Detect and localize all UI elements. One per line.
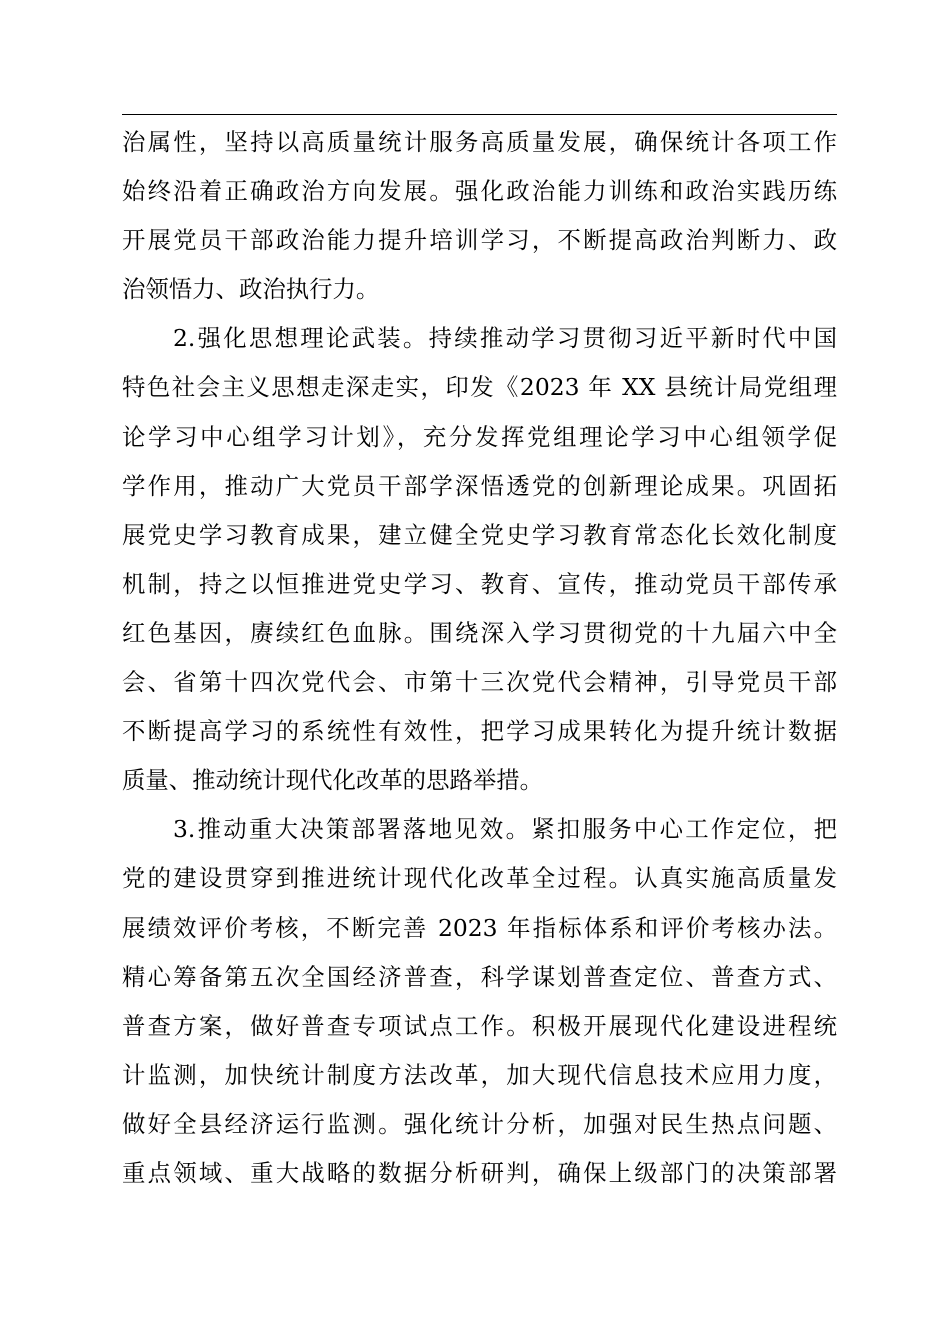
text-line: 质量、推动统计现代化改革的思路举措。 [122, 766, 544, 795]
text-line: 开展党员干部政治能力提升培训学习，不断提高政治判断力、政 [122, 226, 837, 255]
text-line: 特色社会主义思想走深走实，印发《2023 年 XX 县统计局党组理 [122, 373, 837, 402]
text-line: 计监测，加快统计制度方法改革，加大现代信息技术应用力度， [122, 1060, 837, 1089]
text-line: 不断提高学习的系统性有效性，把学习成果转化为提升统计数据 [122, 717, 837, 746]
text-line: 治属性，坚持以高质量统计服务高质量发展，确保统计各项工作 [122, 128, 837, 156]
text-line: 3.推动重大决策部署落地见效。紧扣服务中心工作定位，把 [173, 815, 837, 844]
text-line: 做好全县经济运行监测。强化统计分析，加强对民生热点问题、 [122, 1109, 837, 1138]
text-line: 论学习中心组学习计划》，充分发挥党组理论学习中心组领学促 [122, 422, 837, 451]
text-line: 机制，持之以恒推进党史学习、教育、宣传，推动党员干部传承 [122, 569, 837, 598]
text-line: 展绩效评价考核，不断完善 2023 年指标体系和评价考核办法。 [122, 913, 837, 942]
text-line: 红色基因，赓续红色血脉。围绕深入学习贯彻党的十九届六中全 [122, 618, 837, 647]
text-line: 始终沿着正确政治方向发展。强化政治能力训练和政治实践历练 [122, 177, 837, 206]
text-line: 治领悟力、政治执行力。 [122, 275, 380, 304]
text-line: 展党史学习教育成果，建立健全党史学习教育常态化长效化制度 [122, 520, 837, 549]
text-line: 会、省第十四次党代会、市第十三次党代会精神，引导党员干部 [122, 668, 837, 697]
text-line: 2.强化思想理论武装。持续推动学习贯彻习近平新时代中国 [173, 324, 837, 353]
document-body [122, 118, 837, 1198]
text-line: 普查方案，做好普查专项试点工作。积极开展现代化建设进程统 [122, 1011, 837, 1040]
text-line: 重点领域、重大战略的数据分析研判，确保上级部门的决策部署 [122, 1158, 837, 1187]
text-line: 精心筹备第五次全国经济普查，科学谋划普查定位、普查方式、 [122, 962, 837, 991]
text-line: 学作用，推动广大党员干部学深悟透党的创新理论成果。巩固拓 [122, 471, 837, 500]
text-line: 党的建设贯穿到推进统计现代化改革全过程。认真实施高质量发 [122, 864, 837, 893]
header-rule [122, 114, 837, 115]
